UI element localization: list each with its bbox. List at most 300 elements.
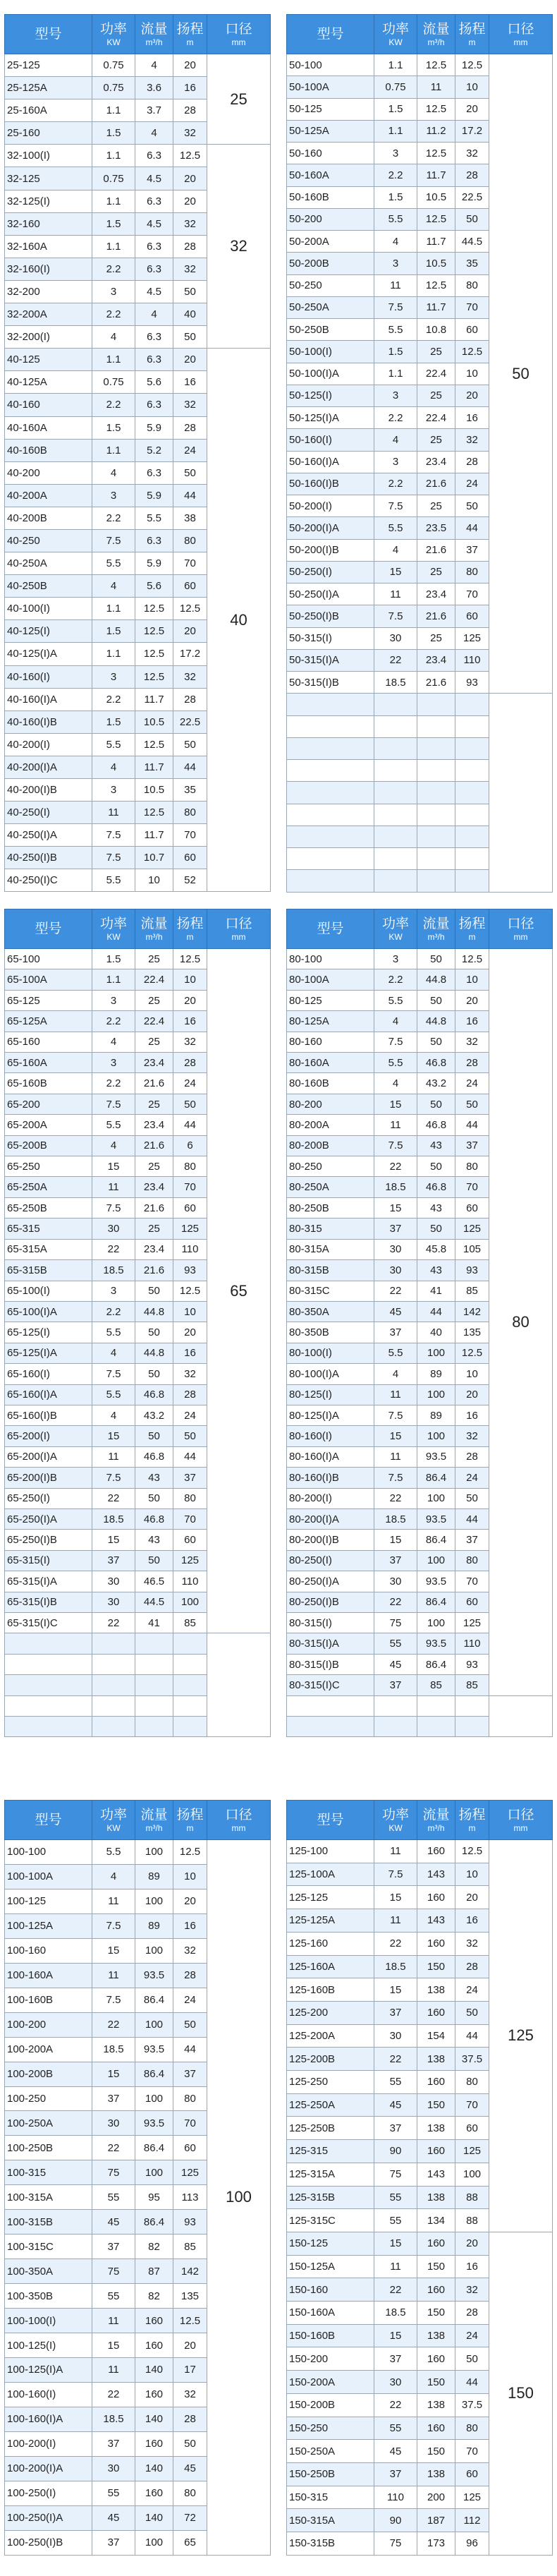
power-cell: 30 xyxy=(92,1592,135,1612)
caliber-header-label: 口径 xyxy=(507,916,534,931)
power-cell: 7.5 xyxy=(92,1468,135,1488)
flow-cell: 187 xyxy=(417,2509,455,2532)
flow-cell: 12.5 xyxy=(417,98,455,120)
power-cell: 2.2 xyxy=(92,394,135,416)
model-cell: 80-315(I)A xyxy=(287,1633,374,1654)
head-cell: 20 xyxy=(173,1322,207,1343)
head-cell: 16 xyxy=(173,1011,207,1032)
empty-cell xyxy=(173,1633,207,1654)
power-cell: 3 xyxy=(92,665,135,688)
model-cell: 65-100(I) xyxy=(5,1281,92,1301)
head-cell: 17.2 xyxy=(173,643,207,665)
power-cell: 5.5 xyxy=(374,517,417,539)
power-cell: 55 xyxy=(92,2284,135,2309)
empty-cell xyxy=(417,694,455,715)
flow-cell: 6.3 xyxy=(135,190,173,212)
flow-cell: 89 xyxy=(417,1364,455,1384)
flow-cell: 138 xyxy=(417,2186,455,2209)
power-cell: 1.5 xyxy=(374,186,417,208)
model-cell: 80-200(I)B xyxy=(287,1530,374,1550)
model-cell: 40-200(I) xyxy=(5,733,92,756)
head-cell: 24 xyxy=(455,1978,489,2002)
table-row xyxy=(287,54,553,76)
head-cell: 20 xyxy=(173,1889,207,1913)
head-cell: 70 xyxy=(455,2440,489,2463)
flow-cell: 100 xyxy=(135,2012,173,2037)
flow-cell: 200 xyxy=(417,2486,455,2509)
power-cell: 30 xyxy=(92,1219,135,1239)
power-cell: 22 xyxy=(374,1592,417,1612)
head-cell: 50 xyxy=(173,1094,207,1114)
model-cell: 40-125(I)A xyxy=(5,643,92,665)
flow-cell: 12.5 xyxy=(417,143,455,164)
flow-cell: 143 xyxy=(417,1909,455,1933)
flow-cell: 100 xyxy=(135,2530,173,2555)
power-cell: 2.2 xyxy=(92,303,135,326)
power-cell: 55 xyxy=(92,2481,135,2505)
col-header-head xyxy=(173,15,207,54)
head-cell: 60 xyxy=(455,2117,489,2140)
model-cell: 80-160B xyxy=(287,1073,374,1094)
head-cell: 24 xyxy=(173,1988,207,2012)
model-cell: 65-125 xyxy=(5,990,92,1010)
power-cell: 75 xyxy=(92,2160,135,2185)
power-header-label: 功率 xyxy=(99,916,127,931)
power-cell: 37 xyxy=(374,2462,417,2486)
head-cell: 12.5 xyxy=(455,1343,489,1363)
flow-cell: 86.4 xyxy=(417,1530,455,1550)
head-cell: 32 xyxy=(173,122,207,145)
col-header-caliber xyxy=(489,1801,553,1840)
power-cell: 3 xyxy=(92,1053,135,1073)
model-cell: 50-100(I)A xyxy=(287,363,374,385)
model-header-label: 型号 xyxy=(35,26,62,42)
table-row xyxy=(5,54,271,77)
model-cell: 65-315B xyxy=(5,1260,92,1281)
head-unit-label: m xyxy=(468,1822,476,1833)
flow-cell: 23.4 xyxy=(135,1239,173,1259)
flow-cell: 46.8 xyxy=(417,1177,455,1197)
power-cell: 5.5 xyxy=(374,1053,417,1073)
flow-cell: 85 xyxy=(417,1675,455,1695)
caliber-cell: 32 xyxy=(207,145,271,349)
power-header-label: 功率 xyxy=(381,916,409,931)
empty-cell xyxy=(417,715,455,737)
flow-cell: 4.5 xyxy=(135,167,173,190)
flow-header-label: 流量 xyxy=(422,916,450,931)
model-cell: 65-250(I)B xyxy=(5,1530,92,1550)
head-cell: 32 xyxy=(173,1032,207,1052)
head-cell: 80 xyxy=(455,2071,489,2094)
flow-cell: 138 xyxy=(417,2117,455,2140)
model-cell: 50-160B xyxy=(287,186,374,208)
model-cell: 125-315 xyxy=(287,2140,374,2163)
flow-cell: 93.5 xyxy=(135,2037,173,2062)
power-cell: 7.5 xyxy=(374,1135,417,1156)
empty-cell xyxy=(455,1717,489,1737)
model-cell: 40-125A xyxy=(5,371,92,394)
head-cell: 10 xyxy=(173,969,207,990)
flow-cell: 160 xyxy=(417,2001,455,2024)
caliber-header-label: 口径 xyxy=(225,1807,252,1822)
caliber-header-label: 口径 xyxy=(225,21,252,37)
head-cell: 10 xyxy=(173,1301,207,1322)
flow-cell: 50 xyxy=(417,1032,455,1052)
power-cell: 4 xyxy=(92,1864,135,1889)
head-cell: 28 xyxy=(455,1446,489,1467)
model-cell: 32-160(I) xyxy=(5,258,92,280)
model-cell: 32-160 xyxy=(5,212,92,235)
empty-cell xyxy=(417,848,455,870)
model-cell: 80-315 xyxy=(287,1219,374,1239)
model-cell: 25-160 xyxy=(5,122,92,145)
power-cell: 30 xyxy=(374,1571,417,1592)
power-cell: 30 xyxy=(374,2371,417,2394)
model-header-label: 型号 xyxy=(35,1812,62,1827)
empty-cell xyxy=(173,1717,207,1737)
head-cell: 70 xyxy=(173,824,207,847)
caliber-cell: 40 xyxy=(207,349,271,892)
head-cell: 32 xyxy=(455,2278,489,2302)
flow-cell: 25 xyxy=(417,627,455,649)
col-header-model xyxy=(287,15,374,54)
power-cell: 15 xyxy=(92,2333,135,2358)
head-cell: 85 xyxy=(455,1281,489,1301)
power-cell: 37 xyxy=(374,1322,417,1343)
flow-header-label: 流量 xyxy=(422,1807,450,1822)
power-cell: 7.5 xyxy=(374,605,417,627)
head-cell: 93 xyxy=(173,1260,207,1281)
flow-cell: 160 xyxy=(417,2071,455,2094)
head-cell: 28 xyxy=(455,451,489,473)
col-header-model xyxy=(287,1801,374,1840)
model-cell: 150-315 xyxy=(287,2486,374,2509)
model-cell: 40-250A xyxy=(5,552,92,575)
flow-cell: 21.6 xyxy=(417,605,455,627)
head-cell: 80 xyxy=(173,2086,207,2111)
model-cell: 80-200(I) xyxy=(287,1488,374,1508)
head-cell: 85 xyxy=(173,1613,207,1633)
flow-cell: 10.5 xyxy=(135,710,173,733)
model-cell: 100-160A xyxy=(5,1963,92,1988)
head-cell: 12.5 xyxy=(173,598,207,620)
head-cell: 50 xyxy=(455,495,489,517)
head-cell: 52 xyxy=(173,869,207,892)
model-cell: 65-160(I)B xyxy=(5,1405,92,1425)
head-cell: 16 xyxy=(455,1405,489,1425)
head-cell: 20 xyxy=(455,2232,489,2255)
head-cell: 44.5 xyxy=(455,231,489,253)
model-cell: 125-100A xyxy=(287,1863,374,1886)
flow-cell: 5.2 xyxy=(135,439,173,461)
empty-cell xyxy=(135,1633,173,1654)
head-cell: 100 xyxy=(455,2163,489,2186)
model-cell: 100-125A xyxy=(5,1913,92,1938)
power-cell: 37 xyxy=(92,2086,135,2111)
power-cell: 2.2 xyxy=(92,1301,135,1322)
head-cell: 44 xyxy=(173,1446,207,1467)
head-cell: 12.5 xyxy=(455,54,489,76)
model-cell: 80-125 xyxy=(287,990,374,1010)
model-cell: 150-125A xyxy=(287,2255,374,2278)
head-cell: 60 xyxy=(173,575,207,598)
model-cell: 125-315C xyxy=(287,2209,374,2232)
head-cell: 80 xyxy=(173,802,207,824)
power-cell: 4 xyxy=(374,1364,417,1384)
head-cell: 24 xyxy=(455,473,489,495)
head-cell: 110 xyxy=(173,1571,207,1592)
flow-cell: 43 xyxy=(417,1197,455,1218)
model-cell: 40-160B xyxy=(5,439,92,461)
model-cell: 150-250B xyxy=(287,2462,374,2486)
model-cell: 100-125(I)A xyxy=(5,2358,92,2383)
model-cell: 50-125(I) xyxy=(287,385,374,406)
power-cell: 1.5 xyxy=(92,949,135,969)
head-cell: 45 xyxy=(173,2456,207,2481)
flow-cell: 25 xyxy=(417,561,455,583)
col-header-head xyxy=(173,909,207,949)
head-cell: 60 xyxy=(455,1592,489,1612)
empty-cell xyxy=(489,1695,553,1737)
flow-cell: 160 xyxy=(417,2417,455,2440)
power-cell: 3 xyxy=(374,385,417,406)
head-cell: 24 xyxy=(455,2324,489,2347)
head-cell: 80 xyxy=(173,1156,207,1177)
power-cell: 22 xyxy=(92,2136,135,2160)
model-cell: 100-200(I) xyxy=(5,2431,92,2456)
power-cell: 22 xyxy=(92,1239,135,1259)
table-row xyxy=(5,1840,271,1865)
caliber-cell: 50 xyxy=(489,54,553,694)
model-cell: 125-250 xyxy=(287,2071,374,2094)
model-cell: 50-250(I)A xyxy=(287,583,374,605)
power-cell: 11 xyxy=(374,1115,417,1135)
head-cell: 93 xyxy=(455,672,489,694)
empty-cell xyxy=(374,1695,417,1716)
flow-cell: 6.3 xyxy=(135,394,173,416)
model-cell: 40-125(I) xyxy=(5,620,92,643)
model-cell: 80-125A xyxy=(287,1011,374,1032)
flow-cell: 10.5 xyxy=(417,186,455,208)
head-cell: 60 xyxy=(173,1530,207,1550)
head-cell: 37.5 xyxy=(455,2048,489,2071)
power-cell: 90 xyxy=(374,2509,417,2532)
empty-cell xyxy=(417,870,455,892)
col-header-power xyxy=(374,909,417,949)
flow-cell: 43 xyxy=(135,1530,173,1550)
caliber-cell: 80 xyxy=(489,949,553,1696)
model-cell: 80-160 xyxy=(287,1032,374,1052)
flow-cell: 6.3 xyxy=(135,529,173,552)
model-cell: 50-125A xyxy=(287,120,374,142)
flow-header-label: 流量 xyxy=(140,1807,168,1822)
head-cell: 37 xyxy=(455,1135,489,1156)
flow-cell: 160 xyxy=(417,1886,455,1909)
model-cell: 100-200B xyxy=(5,2062,92,2086)
header-row xyxy=(287,909,553,949)
model-cell: 100-250A xyxy=(5,2111,92,2136)
empty-cell xyxy=(287,760,374,782)
flow-unit-label: m³/h xyxy=(427,37,445,47)
model-cell: 65-315(I) xyxy=(5,1550,92,1571)
model-cell: 50-200(I)B xyxy=(287,539,374,561)
model-cell: 80-125(I) xyxy=(287,1384,374,1405)
model-cell: 100-250(I)A xyxy=(5,2505,92,2530)
head-cell: 80 xyxy=(455,2417,489,2440)
flow-cell: 44.8 xyxy=(417,1011,455,1032)
model-cell: 100-100A xyxy=(5,1864,92,1889)
flow-cell: 11.7 xyxy=(135,688,173,710)
model-cell: 125-125 xyxy=(287,1886,374,1909)
col-header-caliber xyxy=(489,15,553,54)
power-cell: 55 xyxy=(374,1633,417,1654)
power-header-label: 功率 xyxy=(99,1807,127,1822)
model-cell: 80-160(I)B xyxy=(287,1468,374,1488)
model-cell: 50-315(I)B xyxy=(287,672,374,694)
model-cell: 150-250 xyxy=(287,2417,374,2440)
power-cell: 45 xyxy=(92,2505,135,2530)
empty-cell xyxy=(92,1654,135,1674)
flow-cell: 160 xyxy=(417,1932,455,1955)
empty-cell xyxy=(417,782,455,804)
flow-cell: 44 xyxy=(417,1301,455,1322)
head-cell: 16 xyxy=(455,407,489,429)
table-row xyxy=(5,145,271,167)
flow-cell: 160 xyxy=(417,2347,455,2371)
head-cell: 32 xyxy=(173,212,207,235)
power-cell: 7.5 xyxy=(92,824,135,847)
flow-cell: 10.5 xyxy=(417,253,455,274)
model-cell: 80-100(I)A xyxy=(287,1364,374,1384)
power-cell: 7.5 xyxy=(92,1364,135,1384)
empty-cell xyxy=(417,760,455,782)
head-cell: 50 xyxy=(173,2431,207,2456)
power-cell: 1.1 xyxy=(92,598,135,620)
empty-cell xyxy=(287,1717,374,1737)
model-cell: 65-315(I)A xyxy=(5,1571,92,1592)
model-cell: 80-200 xyxy=(287,1094,374,1114)
flow-cell: 100 xyxy=(417,1426,455,1446)
head-cell: 12.5 xyxy=(173,949,207,969)
flow-unit-label: m³/h xyxy=(145,931,163,942)
flow-cell: 160 xyxy=(135,2333,173,2358)
flow-cell: 6.3 xyxy=(135,235,173,258)
flow-cell: 40 xyxy=(417,1322,455,1343)
power-cell: 3 xyxy=(92,484,135,507)
model-cell: 80-200(I)A xyxy=(287,1508,374,1529)
power-cell: 4 xyxy=(92,1135,135,1156)
power-cell: 4 xyxy=(374,429,417,451)
col-header-head xyxy=(455,15,489,54)
empty-cell xyxy=(287,1695,374,1716)
model-cell: 80-250(I)A xyxy=(287,1571,374,1592)
head-cell: 44 xyxy=(173,2037,207,2062)
caliber-unit-label: mm xyxy=(231,37,246,47)
col-header-power xyxy=(374,1801,417,1840)
head-cell: 20 xyxy=(455,1384,489,1405)
model-cell: 100-160 xyxy=(5,1938,92,1963)
model-cell: 65-200B xyxy=(5,1135,92,1156)
flow-cell: 160 xyxy=(417,2140,455,2163)
power-cell: 37 xyxy=(374,1675,417,1695)
flow-cell: 4.5 xyxy=(135,280,173,303)
model-cell: 65-250(I)A xyxy=(5,1508,92,1529)
head-cell: 50 xyxy=(455,208,489,230)
head-cell: 80 xyxy=(173,529,207,552)
table-row xyxy=(287,2232,553,2255)
caliber-cell: 125 xyxy=(489,1840,553,2232)
flow-cell: 82 xyxy=(135,2235,173,2259)
empty-cell xyxy=(455,737,489,759)
model-cell: 50-160(I)B xyxy=(287,473,374,495)
empty-cell xyxy=(455,826,489,847)
model-cell: 65-200(I)A xyxy=(5,1446,92,1467)
flow-cell: 50 xyxy=(135,1364,173,1384)
head-cell: 50 xyxy=(455,2001,489,2024)
model-cell: 40-200(I)A xyxy=(5,756,92,778)
power-cell: 4 xyxy=(92,461,135,484)
power-cell: 18.5 xyxy=(374,1177,417,1197)
model-cell: 80-250A xyxy=(287,1177,374,1197)
power-cell: 37 xyxy=(374,2117,417,2140)
power-cell: 15 xyxy=(374,1886,417,1909)
model-cell: 50-100(I) xyxy=(287,341,374,363)
power-cell: 2.2 xyxy=(92,1011,135,1032)
power-cell: 5.5 xyxy=(374,208,417,230)
head-unit-label: m xyxy=(186,1822,194,1833)
flow-cell: 86.4 xyxy=(417,1654,455,1674)
power-cell: 4 xyxy=(92,756,135,778)
model-cell: 125-125A xyxy=(287,1909,374,1933)
head-cell: 28 xyxy=(455,1955,489,1978)
power-cell: 22 xyxy=(374,1488,417,1508)
power-cell: 7.5 xyxy=(374,1032,417,1052)
power-cell: 5.5 xyxy=(92,552,135,575)
power-cell: 1.1 xyxy=(92,349,135,371)
power-cell: 15 xyxy=(374,1530,417,1550)
model-cell: 32-200A xyxy=(5,303,92,326)
model-cell: 150-200 xyxy=(287,2347,374,2371)
flow-cell: 134 xyxy=(417,2209,455,2232)
flow-cell: 100 xyxy=(135,1889,173,1913)
col-header-power xyxy=(374,15,417,54)
flow-cell: 140 xyxy=(135,2505,173,2530)
model-cell: 80-315(I)B xyxy=(287,1654,374,1674)
spec-table xyxy=(4,14,271,892)
flow-cell: 143 xyxy=(417,1863,455,1886)
empty-cell xyxy=(287,870,374,892)
flow-cell: 50 xyxy=(417,990,455,1010)
empty-cell xyxy=(5,1675,92,1695)
model-cell: 100-250 xyxy=(5,2086,92,2111)
col-header-flow xyxy=(135,15,173,54)
head-cell: 50 xyxy=(173,1426,207,1446)
flow-cell: 5.9 xyxy=(135,416,173,439)
head-cell: 24 xyxy=(455,1468,489,1488)
power-cell: 4 xyxy=(92,575,135,598)
head-cell: 16 xyxy=(173,1913,207,1938)
flow-cell: 21.6 xyxy=(135,1135,173,1156)
col-header-head xyxy=(455,909,489,949)
model-cell: 65-100A xyxy=(5,969,92,990)
col-header-head xyxy=(173,1801,207,1840)
head-header-label: 扬程 xyxy=(176,21,204,37)
flow-cell: 43 xyxy=(417,1135,455,1156)
flow-cell: 5.6 xyxy=(135,575,173,598)
power-cell: 5.5 xyxy=(92,1115,135,1135)
empty-cell xyxy=(374,870,417,892)
model-header-label: 型号 xyxy=(35,921,62,936)
